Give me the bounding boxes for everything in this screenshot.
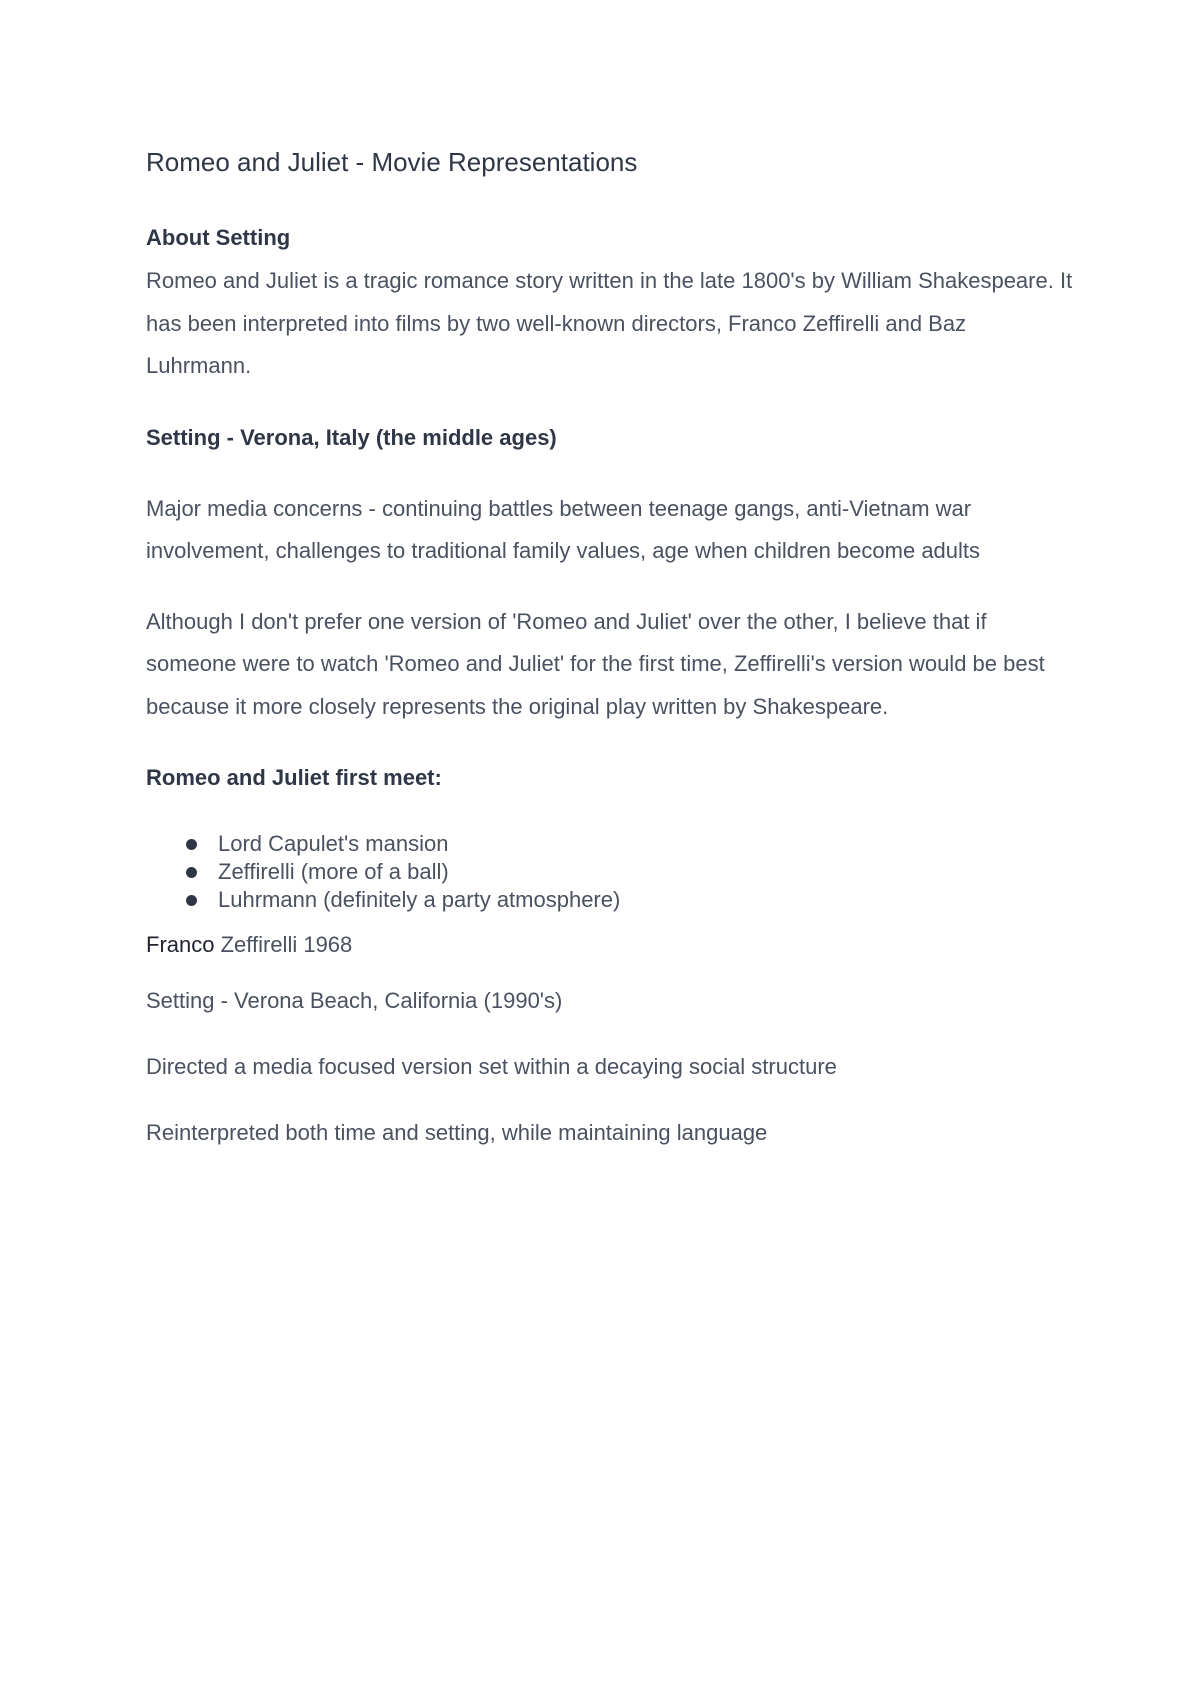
setting-heading: Setting - Verona, Italy (the middle ages) <box>146 424 557 450</box>
franco-word: Franco <box>146 932 215 957</box>
verona-beach-setting: Setting - Verona Beach, California (1990's) <box>146 988 563 1013</box>
directed-line: Directed a media focused version set within a decaying social structure <box>146 1054 837 1079</box>
document-content <box>146 142 1076 1154</box>
list-item <box>146 886 1076 914</box>
first-meet-list <box>146 830 1076 914</box>
document-title: Romeo and Juliet - Movie Representations <box>146 147 638 177</box>
about-setting-heading: About Setting <box>146 225 291 250</box>
first-meet-heading: Romeo and Juliet first meet: <box>146 765 442 790</box>
list-item <box>146 830 1076 858</box>
franco-line <box>146 924 1076 966</box>
reinterpreted-line: Reinterpreted both time and setting, while maintaining language <box>146 1120 768 1145</box>
list-item-text: Lord Capulet's mansion <box>218 831 449 856</box>
list-item <box>146 858 1076 886</box>
list-item-text: Luhrmann (definitely a party atmosphere) <box>218 887 621 912</box>
list-item-text: Zeffirelli (more of a ball) <box>218 859 449 884</box>
opinion-paragraph: Although I don't prefer one version of 'Romeo and Juliet' over the other, I believe that if someone were to watch 'Romeo and Juliet' for the first time, Zeffirelli's version would be best because it more closely represents the original play written by Shakespeare. <box>146 608 1045 719</box>
about-setting-paragraph: Romeo and Juliet is a tragic romance story written in the late 1800's by William Shakespeare. It has been interpreted into films by two well-known directors, Franco Zeffirelli and Baz Luhrmann. <box>146 268 1073 378</box>
bullet-icon <box>186 895 197 906</box>
bullet-icon <box>186 867 197 878</box>
bullet-icon <box>186 839 197 850</box>
media-concerns-paragraph: Major media concerns - continuing battles between teenage gangs, anti-Vietnam war involvement, challenges to traditional family values, age when children become adults <box>146 495 981 563</box>
zeffirelli-year: Zeffirelli 1968 <box>220 932 353 957</box>
